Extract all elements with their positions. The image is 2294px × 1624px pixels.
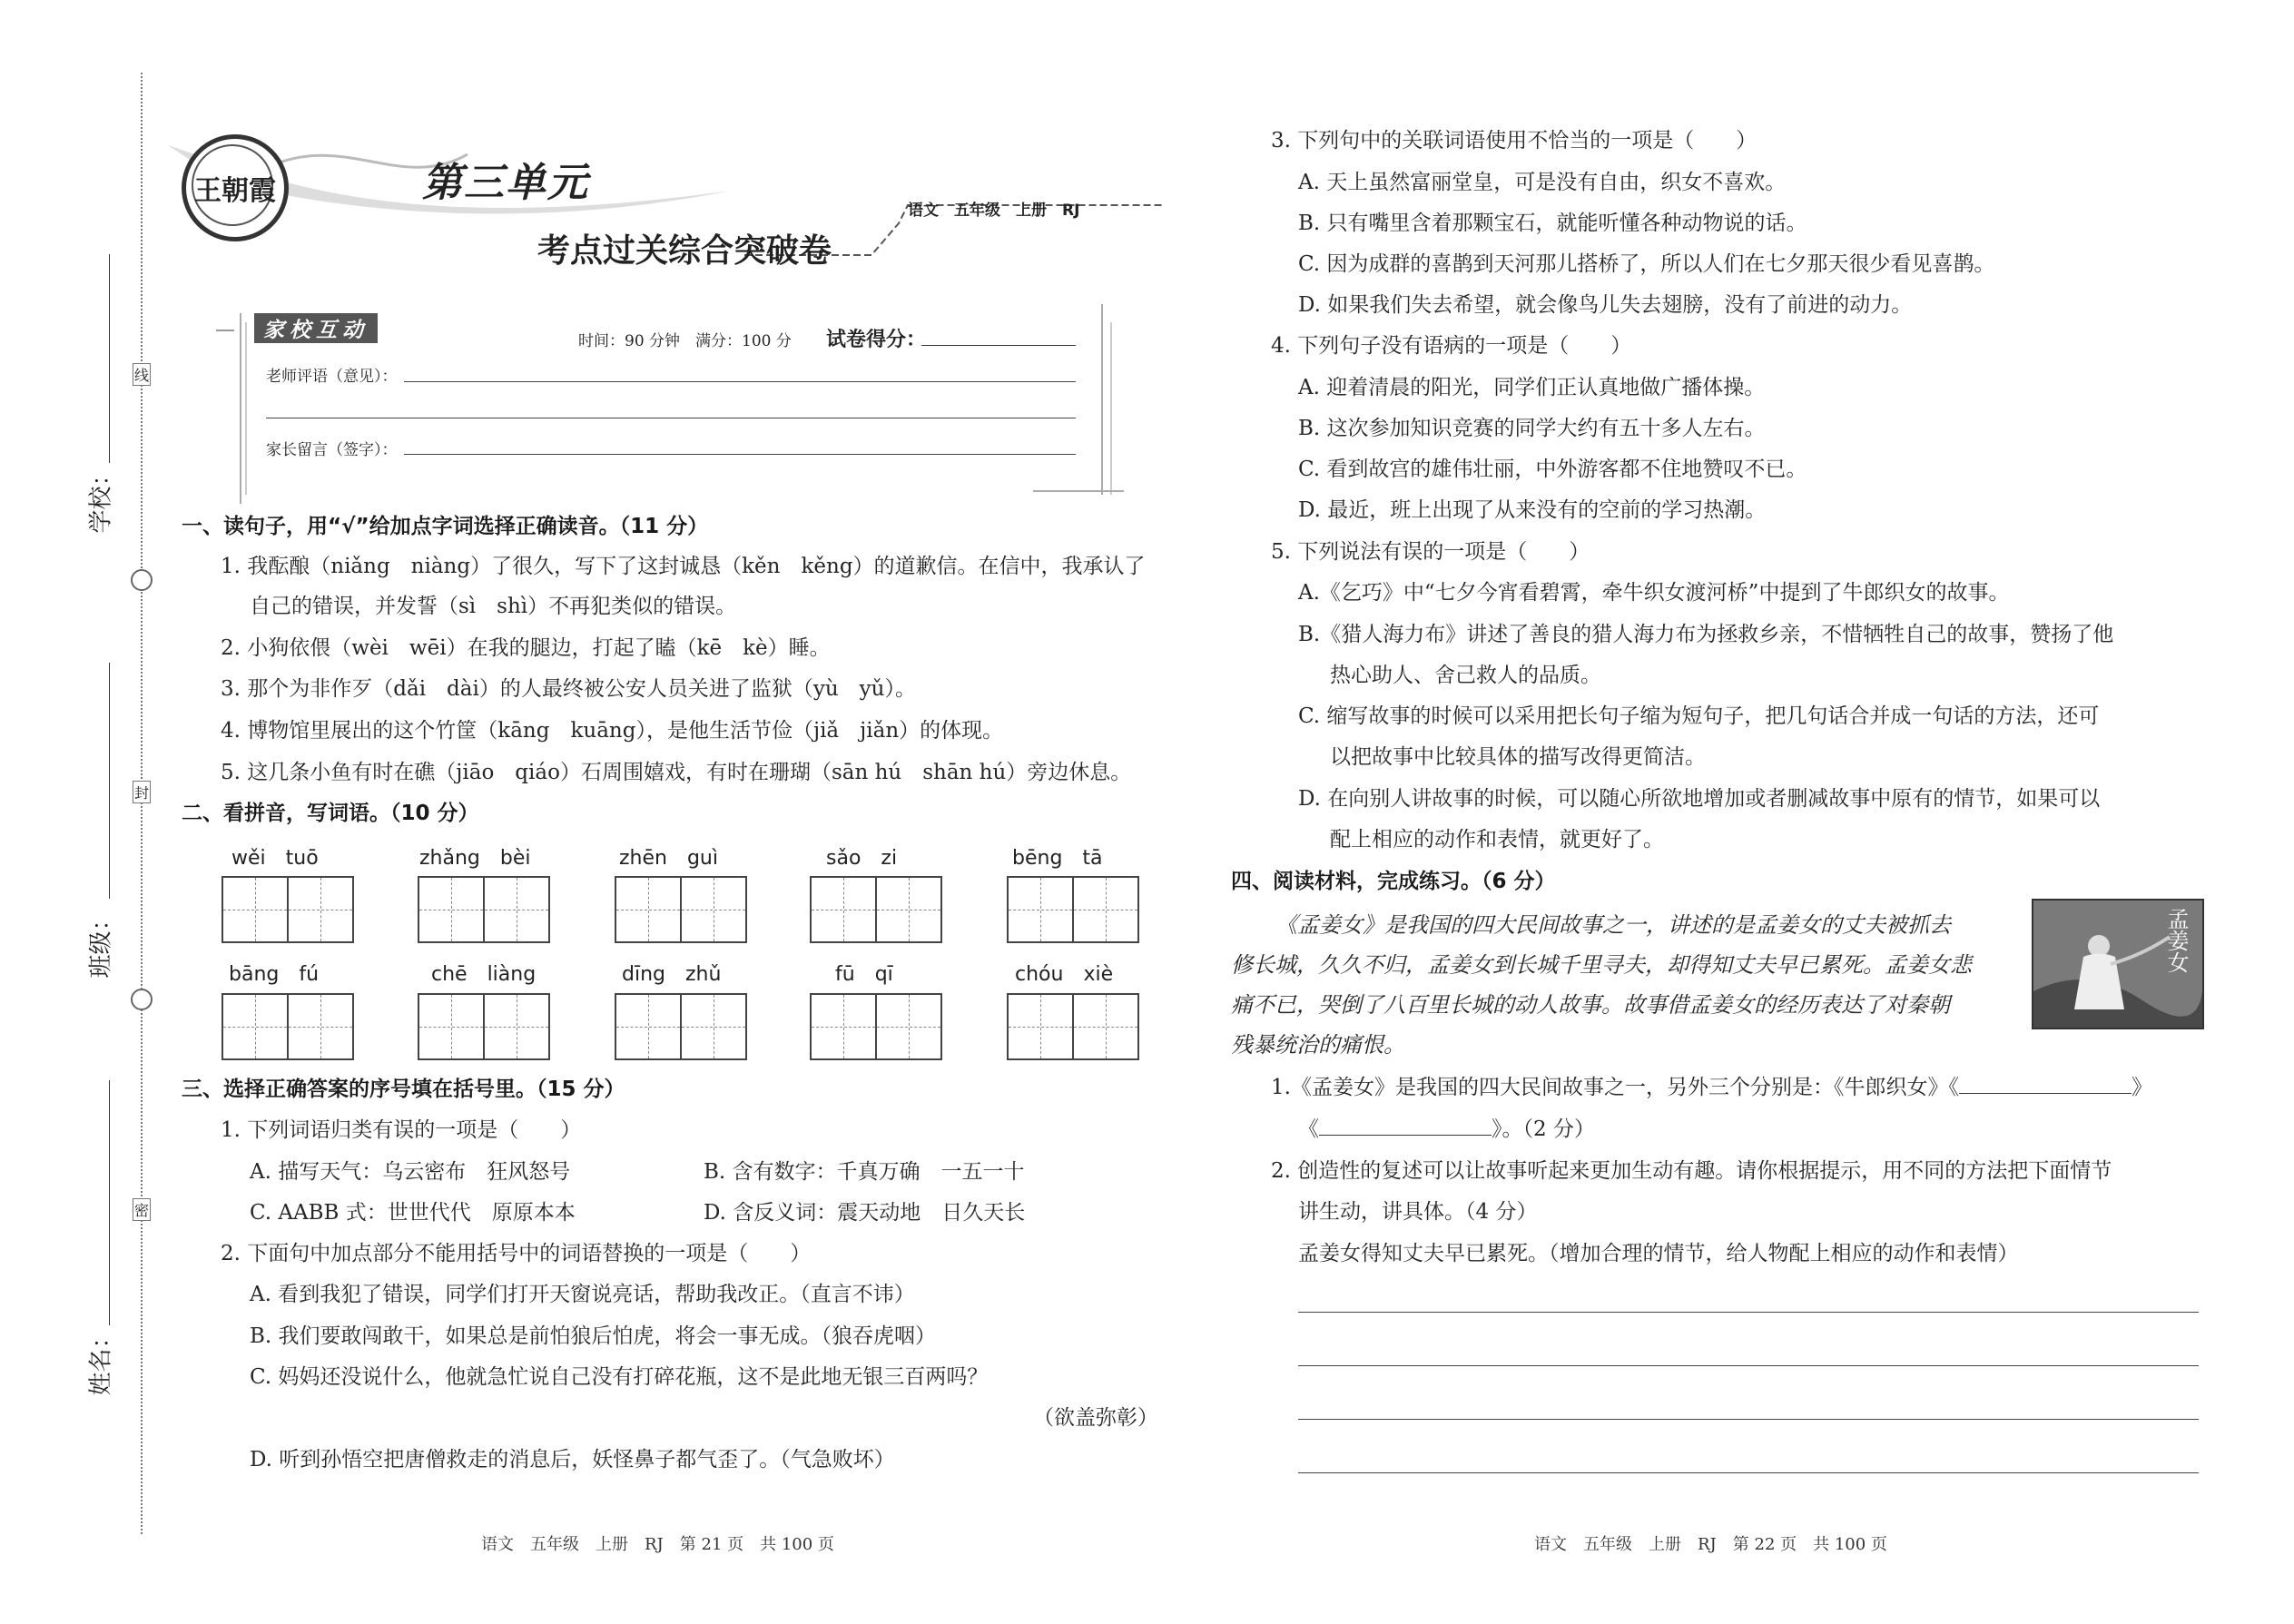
footer-left: 语文 五年级 上册 RJ 第 21 页 共 100 页 xyxy=(481,1535,834,1554)
school-label: 学校： xyxy=(87,462,115,534)
answer-line-3[interactable] xyxy=(1298,1419,2199,1420)
tian-grid-9a[interactable] xyxy=(810,993,877,1060)
s4-q2-prompt: 孟姜女得知丈夫早已累死。（增加合理的情节，给人物配上相应的动作和表情） xyxy=(1298,1242,2019,1265)
s3-q5-option-c-line1: C. 缩写故事的时候可以采用把长句子缩为短句子，把几句话合并成一句话的方法，还可 xyxy=(1298,704,2100,728)
box-vline-1 xyxy=(240,313,241,504)
tian-grid-1a[interactable] xyxy=(222,876,289,943)
s4-q1-blank-1[interactable] xyxy=(1959,1093,2132,1094)
answer-line-2[interactable] xyxy=(1298,1365,2199,1366)
s4-q1-close: 》 xyxy=(2131,1076,2152,1099)
tian-grid-7a[interactable] xyxy=(418,993,485,1060)
pinyin-1: wěi tuō xyxy=(231,847,319,870)
tian-grid-5a[interactable] xyxy=(1007,876,1074,943)
s1-q1-line1: 1. 我酝酿（niǎng niàng）了很久，写下了这封诚恳（kěn kěng）的道歉信。在信中，我承认了 xyxy=(221,555,1146,578)
answer-line-4[interactable] xyxy=(1298,1472,2199,1473)
s4-q1-score: 》。（2 分） xyxy=(1492,1117,1595,1141)
s3-q2-option-c-line1: C. 妈妈还没说什么，他就急忙说自己没有打碎花瓶，这不是此地无银三百两吗？ xyxy=(250,1365,989,1389)
class-label: 班级： xyxy=(87,907,115,979)
s3-q4-option-b: B. 这次参加知识竞赛的同学大约有五十多人左右。 xyxy=(1298,417,1766,440)
score-blank[interactable] xyxy=(921,345,1076,346)
answer-line-1[interactable] xyxy=(1298,1312,2199,1313)
s3-q2-option-c-line2: （欲盖弥彰） xyxy=(1033,1406,1158,1430)
section4-title: 四、阅读材料，完成练习。（6 分） xyxy=(1231,870,1556,893)
school-line xyxy=(109,254,110,463)
tian-grid-5b[interactable] xyxy=(1072,876,1139,943)
s3-q3-option-a: A. 天上虽然富丽堂皇，可是没有自由，织女不喜欢。 xyxy=(1298,171,1787,194)
s3-q5: 5. 下列说法有误的一项是（ ） xyxy=(1271,540,1590,564)
s3-q3-option-b: B. 只有嘴里含着那颗宝石，就能听懂各种动物说的话。 xyxy=(1298,212,1807,235)
school-field[interactable] xyxy=(54,254,115,554)
tian-grid-9b[interactable] xyxy=(875,993,942,1060)
box-bottom-line xyxy=(1033,490,1124,492)
box-right-vline-2 xyxy=(1110,322,1112,495)
s4-passage-line1: 《孟姜女》是我国的四大民间故事之一，讲述的是孟姜女的丈夫被抓去 xyxy=(1275,912,1951,938)
pinyin-9: fū qī xyxy=(835,963,893,986)
teacher-comment-label: 老师评语（意见）： xyxy=(266,368,398,386)
s3-q2-option-b: B. 我们要敢闯敢干，如果总是前怕狼后怕虎，将会一事无成。（狼吞虎咽） xyxy=(250,1324,937,1348)
pinyin-10: chóu xiè xyxy=(1015,963,1114,986)
pinyin-4: sǎo zi xyxy=(826,847,898,870)
s1-q1-line2: 自己的错误，并发誓（sì shì）不再犯类似的错误。 xyxy=(250,595,737,618)
tian-grid-7b[interactable] xyxy=(483,993,550,1060)
s1-q5: 5. 这几条小鱼有时在礁（jiāo qiáo）石周围嬉戏，有时在珊瑚（sān hú shān hú）旁边休息。 xyxy=(221,761,1132,784)
parent-comment-line[interactable] xyxy=(404,454,1076,455)
seal-char-2: 封 xyxy=(133,781,151,803)
s3-q5-option-c-line2: 以把故事中比较具体的描写改得更简洁。 xyxy=(1330,745,1706,769)
tian-grid-2a[interactable] xyxy=(418,876,485,943)
book-tag: 语文 五年级 上册 RJ xyxy=(908,202,1080,220)
s4-passage-line3: 痛不已，哭倒了八百里长城的动人故事。故事借孟姜女的经历表达了对秦朝 xyxy=(1231,992,1950,1018)
s3-q5-option-b-line2: 热心助人、舍己救人的品质。 xyxy=(1330,664,1601,687)
s3-q3: 3. 下列句中的关联词语使用不恰当的一项是（ ） xyxy=(1271,129,1757,153)
parent-comment-label: 家长留言（签字）： xyxy=(266,441,398,459)
box-hline-1 xyxy=(216,330,234,331)
pinyin-3: zhēn guì xyxy=(619,847,718,870)
tian-grid-2b[interactable] xyxy=(483,876,550,943)
logo-text: 王朝霞 xyxy=(194,175,276,207)
tian-grid-8b[interactable] xyxy=(680,993,747,1060)
s3-q4-option-c: C. 看到故宫的雄伟壮丽，中外游客都不住地赞叹不已。 xyxy=(1298,458,1807,481)
s3-q1: 1. 下列词语归类有误的一项是（ ） xyxy=(221,1118,582,1142)
s1-q4: 4. 博物馆里展出的这个竹筐（kāng kuāng），是他生活节俭（jiǎ jiǎn）的体现。 xyxy=(221,719,1004,743)
meng-jiang-nu-illustration xyxy=(2032,899,2204,1029)
margin-hole-bottom xyxy=(131,989,153,1010)
unit-title: 第三单元 xyxy=(422,160,589,206)
binding-margin xyxy=(141,73,144,1534)
s3-q5-option-a: A.《乞巧》中“七夕今宵看碧霄，牵牛织女渡河桥”中提到了牛郎织女的故事。 xyxy=(1298,581,2010,605)
s3-q5-option-d-line2: 配上相应的动作和表情，就更好了。 xyxy=(1330,828,1664,851)
pinyin-6: bāng fú xyxy=(229,963,320,986)
seal-char-3: 密 xyxy=(133,1198,151,1221)
s4-q1-blank-2[interactable] xyxy=(1319,1135,1492,1136)
tian-grid-10a[interactable] xyxy=(1007,993,1074,1060)
box-vline-2 xyxy=(245,322,247,495)
s3-q2: 2. 下面句中加点部分不能用括号中的词语替换的一项是（ ） xyxy=(221,1242,812,1265)
exam-subtitle: 考点过关综合突破卷 xyxy=(537,231,832,270)
s3-q3-option-d: D. 如果我们失去希望，就会像鸟儿失去翅膀，没有了前进的动力。 xyxy=(1298,293,1913,317)
s3-q4-option-a: A. 迎着清晨的阳光，同学们正认真地做广播体操。 xyxy=(1298,376,1766,399)
s4-q2-line2: 讲生动，讲具体。（4 分） xyxy=(1298,1200,1538,1224)
s3-q3-option-c: C. 因为成群的喜鹊到天河那儿搭桥了，所以人们在七夕那天很少看见喜鹊。 xyxy=(1298,252,1995,276)
tian-grid-4b[interactable] xyxy=(875,876,942,943)
pinyin-8: dīng zhǔ xyxy=(622,963,722,986)
section1-title: 一、读句子，用“√”给加点字词选择正确读音。（11 分） xyxy=(182,515,709,538)
s4-q2-line1: 2. 创造性的复述可以让故事听起来更加生动有趣。请你根据提示，用不同的方法把下面情节 xyxy=(1271,1159,2112,1183)
name-field[interactable] xyxy=(54,1080,115,1396)
family-school-tag: 家校互动 xyxy=(254,313,378,343)
s4-passage-line4: 残暴统治的痛恨。 xyxy=(1231,1032,1405,1058)
s3-q5-option-d-line1: D. 在向别人讲故事的时候，可以随心所欲地增加或者删减故事中原有的情节，如果可以 xyxy=(1298,787,2101,811)
time-info: 时间：90 分钟 满分：100 分 xyxy=(578,332,792,350)
tian-grid-3b[interactable] xyxy=(680,876,747,943)
box-right-vline-1 xyxy=(1101,304,1103,495)
s4-passage-line2: 修长城，久久不归，孟姜女到长城千里寻夫，却得知丈夫早已累死。孟姜女悲 xyxy=(1231,952,1972,978)
tian-grid-6b[interactable] xyxy=(287,993,354,1060)
section3-title: 三、选择正确答案的序号填在括号里。（15 分） xyxy=(182,1078,625,1101)
name-line xyxy=(109,1080,110,1325)
score-label: 试卷得分： xyxy=(826,329,927,351)
seal-char-1: 线 xyxy=(133,363,151,386)
s4-q1-line1 xyxy=(1271,1074,2152,1101)
s3-q5-option-b-line1: B.《猎人海力布》讲述了善良的猎人海力布为拯救乡亲，不惜牺牲自己的故事，赞扬了他 xyxy=(1298,623,2114,646)
margin-hole-top xyxy=(131,569,153,591)
s1-q3: 3. 那个为非作歹（dǎi dài）的人最终被公安人员关进了监狱（yù yǔ）。 xyxy=(221,677,916,701)
tian-grid-3a[interactable] xyxy=(615,876,682,943)
s3-q1-option-a: A. 描写天气：乌云密布 狂风怒号 xyxy=(250,1160,571,1184)
illustration-caption: 孟姜女 xyxy=(2163,908,2189,973)
s3-q1-option-b: B. 含有数字：千真万确 一五一十 xyxy=(704,1160,1025,1184)
s3-q1-option-c: C. AABB 式：世世代代 原原本本 xyxy=(250,1201,576,1225)
s3-q1-option-d: D. 含反义词：震天动地 日久天长 xyxy=(704,1201,1026,1225)
tian-grid-1b[interactable] xyxy=(287,876,354,943)
teacher-comment-line-1[interactable] xyxy=(404,381,1076,382)
class-line xyxy=(109,663,110,899)
pinyin-2: zhǎng bèi xyxy=(419,847,531,870)
s1-q2: 2. 小狗依偎（wèi wēi）在我的腿边，打起了瞌（kē kè）睡。 xyxy=(221,636,831,660)
tian-grid-4a[interactable] xyxy=(810,876,877,943)
s3-q2-option-a: A. 看到我犯了错误，同学们打开天窗说亮话，帮助我改正。（直言不讳） xyxy=(250,1283,915,1306)
name-label: 姓名： xyxy=(87,1324,115,1396)
tian-grid-10b[interactable] xyxy=(1072,993,1139,1060)
section2-title: 二、看拼音，写词语。（10 分） xyxy=(182,802,479,825)
pinyin-5: bēng tā xyxy=(1012,847,1103,870)
s4-q1-text: 1.《孟姜女》是我国的四大民间故事之一，另外三个分别是：《牛郎织女》《 xyxy=(1271,1076,1959,1099)
footer-right: 语文 五年级 上册 RJ 第 22 页 共 100 页 xyxy=(1534,1535,1887,1554)
tian-grid-6a[interactable] xyxy=(222,993,289,1060)
s4-q1-open-2: 《 xyxy=(1298,1117,1319,1141)
tian-grid-8a[interactable] xyxy=(615,993,682,1060)
s3-q4: 4. 下列句子没有语病的一项是（ ） xyxy=(1271,334,1632,358)
logo-badge xyxy=(182,134,289,241)
s3-q2-option-d: D. 听到孙悟空把唐僧救走的消息后，妖怪鼻子都气歪了。（气急败坏） xyxy=(250,1448,895,1471)
s4-q1-line2 xyxy=(1298,1116,1595,1143)
s3-q4-option-d: D. 最近，班上出现了从来没有的空前的学习热潮。 xyxy=(1298,498,1767,522)
class-field[interactable] xyxy=(54,663,115,979)
pinyin-7: chē liàng xyxy=(431,963,537,986)
